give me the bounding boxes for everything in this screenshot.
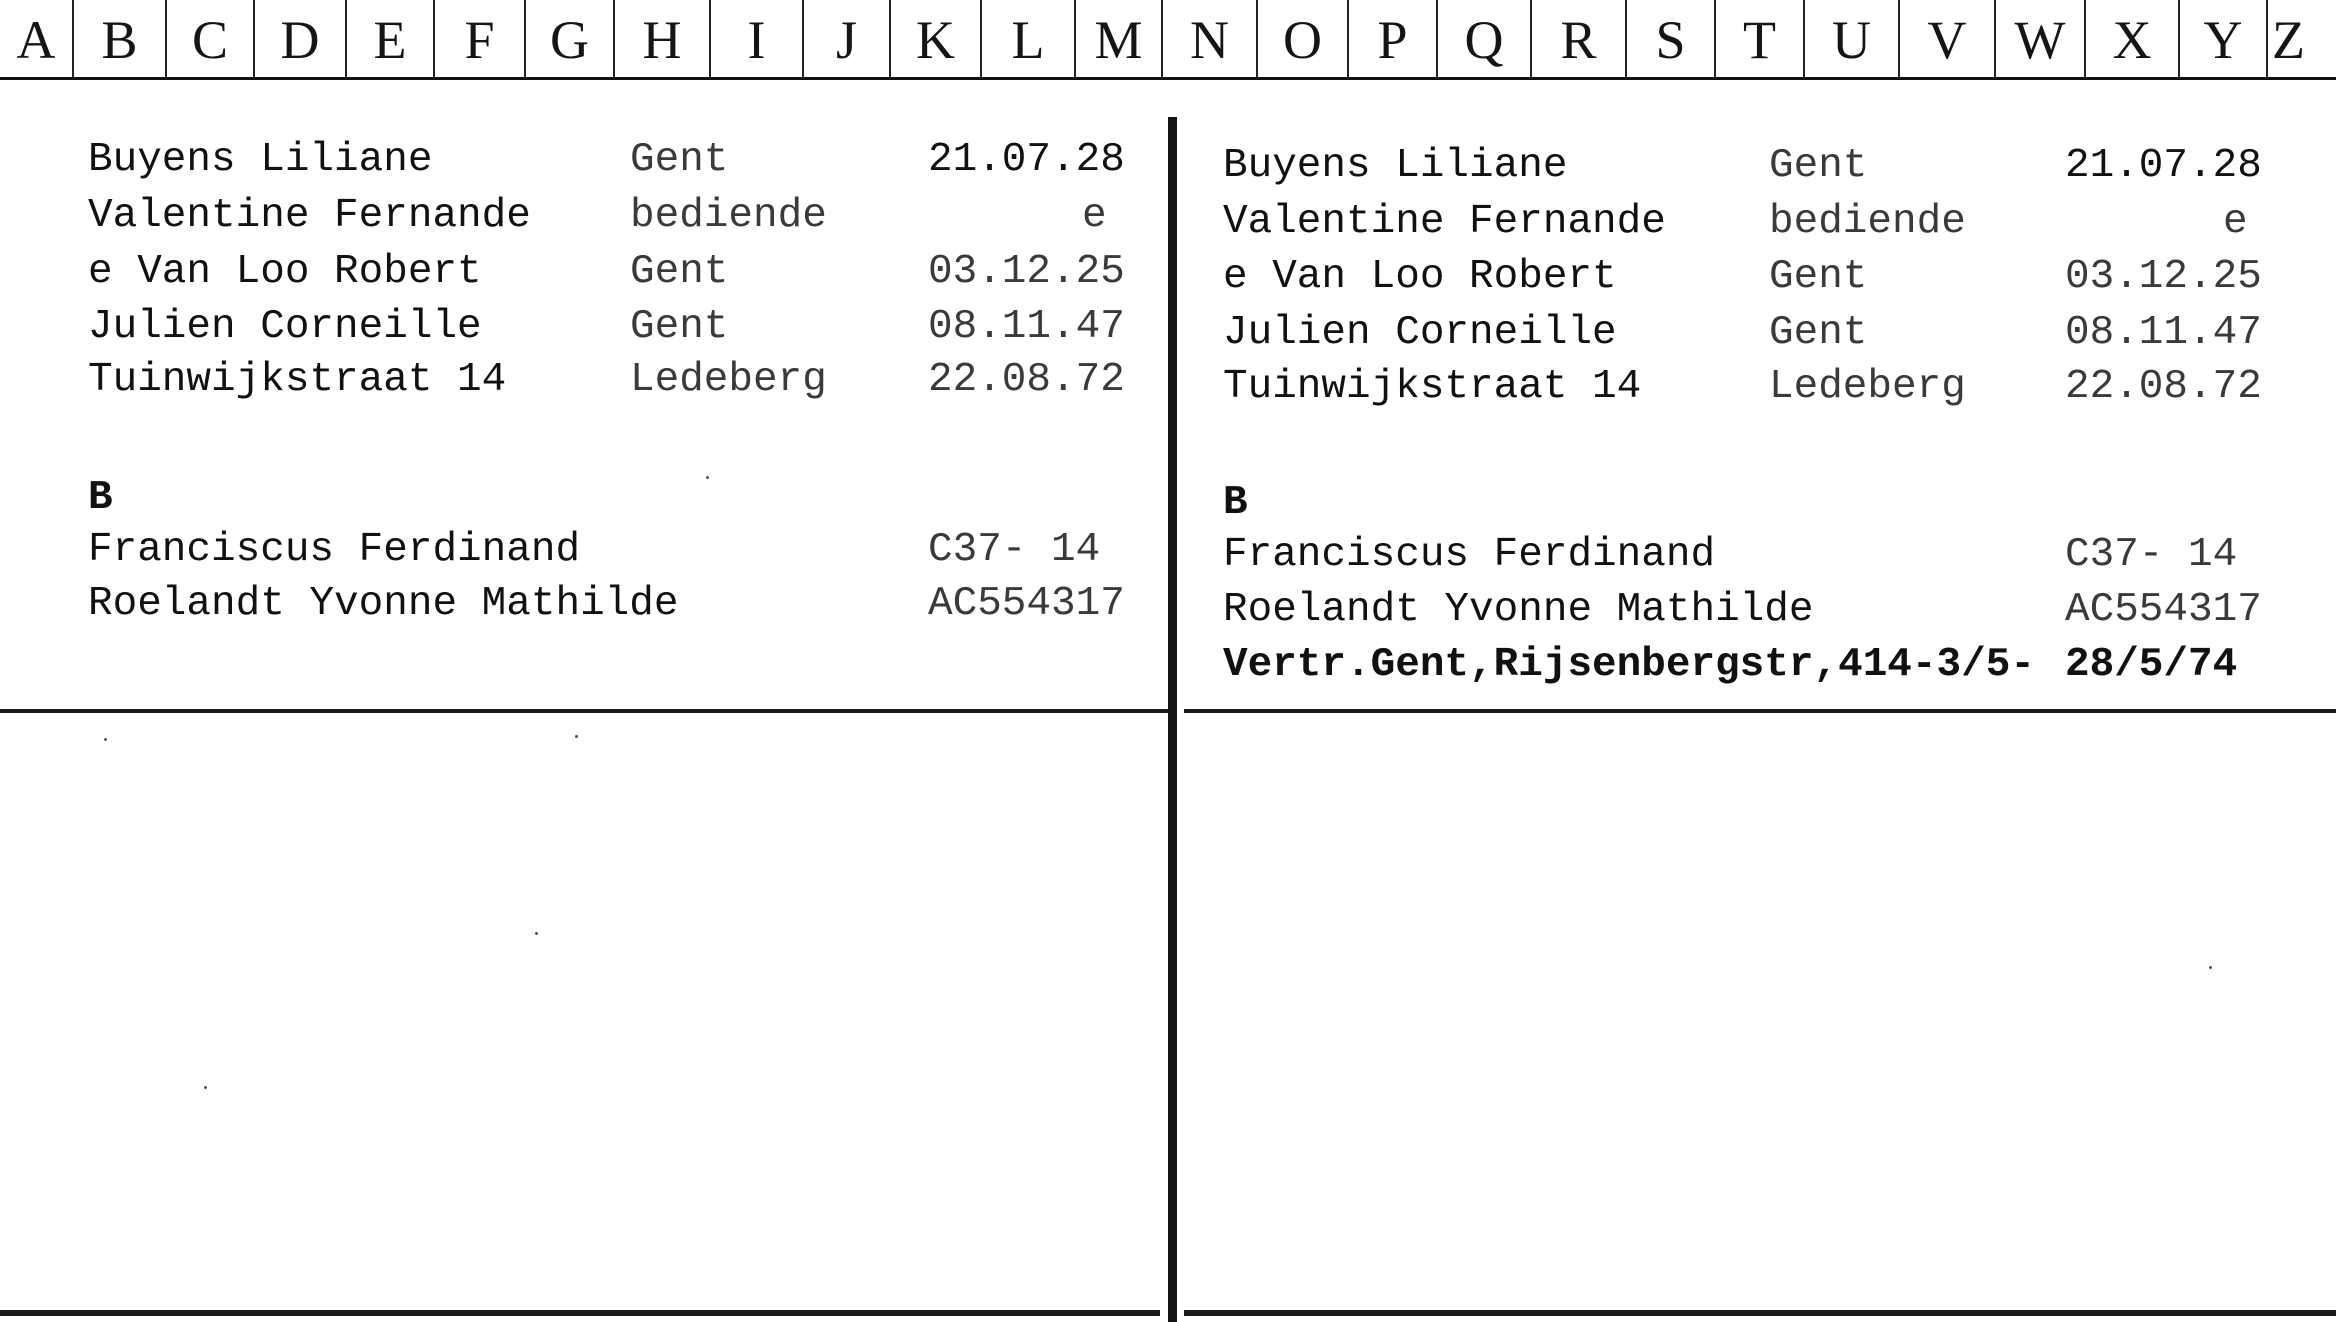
left-card-bottom-edge (0, 1310, 1160, 1316)
left-section-value: AC554317 (928, 581, 1125, 627)
alphabet-tab-q: Q (1438, 0, 1532, 77)
alphabet-tab-z: Z (2272, 9, 2305, 70)
right-entry-place: Gent (1769, 143, 1868, 189)
left-entry-place: bediende (630, 193, 827, 239)
left-entry-name: Buyens Liliane (88, 137, 433, 183)
right-entry-value: 08.11.47 (2065, 310, 2262, 356)
left-entry-place: Gent (630, 304, 729, 350)
departure-date: 28/5/74 (2065, 642, 2238, 688)
left-entry-name: Valentine Fernande (88, 193, 531, 239)
right-entry-place: Gent (1769, 310, 1868, 356)
alphabet-index-strip (0, 0, 2336, 80)
scan-speck (706, 476, 709, 479)
right-entry-value: 22.08.72 (2065, 364, 2262, 410)
scan-speck (2209, 966, 2212, 969)
right-section-name: Roelandt Yvonne Mathilde (1223, 587, 1814, 633)
right-section-value: AC554317 (2065, 587, 2262, 633)
right-card-separator-line (1184, 709, 2336, 713)
right-entry-value: 21.07.28 (2065, 143, 2262, 189)
left-entry-name: Julien Corneille (88, 304, 482, 350)
alphabet-tab-i: I (711, 0, 804, 77)
left-entry-place: Gent (630, 137, 729, 183)
left-section-value: C37- 14 (928, 527, 1101, 573)
card-divider (1168, 117, 1177, 1322)
left-entry-place: Ledeberg (630, 357, 827, 403)
alphabet-tab-x: X (2086, 0, 2180, 77)
right-section-value: C37- 14 (2065, 532, 2238, 578)
right-card-bottom-edge (1184, 1310, 2336, 1316)
left-entry-value: e (1082, 193, 1107, 239)
alphabet-tab-s: S (1627, 0, 1716, 77)
right-entry-name: e Van Loo Robert (1223, 254, 1617, 300)
right-entry-name: Tuinwijkstraat 14 (1223, 364, 1642, 410)
left-entry-value: 08.11.47 (928, 304, 1125, 350)
right-entry-place: Gent (1769, 254, 1868, 300)
left-entry-value: 21.07.28 (928, 137, 1125, 183)
left-entry-name: Tuinwijkstraat 14 (88, 357, 507, 403)
scan-speck (104, 738, 107, 741)
left-entry-name: e Van Loo Robert (88, 249, 482, 295)
alphabet-tab-a: A (0, 0, 74, 77)
right-entry-name: Valentine Fernande (1223, 199, 1666, 245)
left-section-letter: B (88, 475, 113, 521)
alphabet-tab-m: M (1076, 0, 1163, 77)
left-section-name: Franciscus Ferdinand (88, 527, 581, 573)
right-entry-value: 03.12.25 (2065, 254, 2262, 300)
alphabet-tab-u: U (1805, 0, 1900, 77)
scan-speck (575, 735, 578, 738)
alphabet-tab-j: J (804, 0, 891, 77)
right-section-letter: B (1223, 480, 1248, 526)
left-entry-value: 22.08.72 (928, 357, 1125, 403)
right-section-name: Franciscus Ferdinand (1223, 532, 1716, 578)
left-card-separator-line (0, 709, 1168, 713)
alphabet-tab-f: F (435, 0, 526, 77)
alphabet-tab-v: V (1900, 0, 1996, 77)
right-entry-name: Buyens Liliane (1223, 143, 1568, 189)
right-entry-value: e (2223, 199, 2248, 245)
left-entry-place: Gent (630, 249, 729, 295)
right-entry-place: Ledeberg (1769, 364, 1966, 410)
alphabet-tab-b: B (74, 0, 167, 77)
alphabet-tab-n: N (1163, 0, 1258, 77)
alphabet-tab-g: G (526, 0, 615, 77)
scan-speck (204, 1086, 207, 1089)
alphabet-tab-d: D (255, 0, 347, 77)
alphabet-tab-p: P (1349, 0, 1438, 77)
alphabet-tab-e: E (347, 0, 435, 77)
departure-note: Vertr.Gent,Rijsenbergstr,414-3/5- (1223, 642, 2035, 688)
alphabet-tab-o: O (1258, 0, 1349, 77)
alphabet-tab-h: H (615, 0, 711, 77)
alphabet-tab-t: T (1716, 0, 1805, 77)
alphabet-tab-k: K (891, 0, 982, 77)
alphabet-tab-r: R (1532, 0, 1627, 77)
alphabet-tab-y: Y (2180, 0, 2268, 77)
right-entry-place: bediende (1769, 199, 1966, 245)
right-entry-name: Julien Corneille (1223, 310, 1617, 356)
left-section-name: Roelandt Yvonne Mathilde (88, 581, 679, 627)
left-entry-value: 03.12.25 (928, 249, 1125, 295)
alphabet-tab-l: L (982, 0, 1076, 77)
alphabet-tab-c: C (167, 0, 255, 77)
scan-speck (535, 932, 538, 935)
alphabet-tab-w: W (1996, 0, 2086, 77)
